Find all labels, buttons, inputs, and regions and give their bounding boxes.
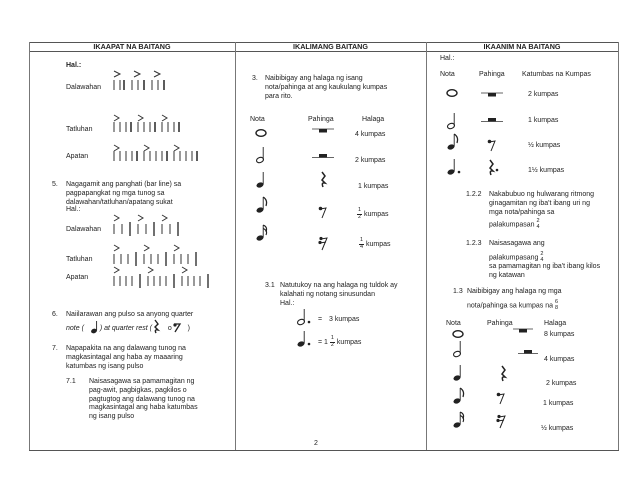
item-1-3-time-signature: 6 8 — [554, 299, 559, 311]
col3-value-1: 2 kumpas — [528, 91, 559, 98]
sixteenth-note-icon — [255, 224, 269, 242]
col3-t2-quarter-note-icon — [452, 364, 464, 382]
dotted-quarter-note-icon — [296, 330, 312, 348]
dotted-quarter-unit: kumpas — [336, 338, 362, 346]
col3-header-katumbas: Katumbas na Kumpas — [522, 71, 591, 78]
col3-header-pahinga: Pahinga — [479, 71, 505, 78]
col3-t2-eighth-rest-icon — [496, 392, 506, 406]
item-1-2-3-text-b — [489, 252, 543, 263]
rhythm-quadruple-icon — [112, 151, 212, 163]
col3-half-note-icon — [446, 112, 458, 130]
col3-eighth-rest-icon — [487, 139, 497, 153]
item-1-3-text-2 — [467, 300, 558, 311]
quarter-rest-icon-2 — [318, 172, 328, 188]
eighth-value-unit: kumpas — [364, 210, 389, 218]
eighth-value — [357, 208, 389, 220]
item-3-text: Naibibigay ang halaga ng isang nota/pahinga at ang kaukulang kumpas para rito. — [265, 75, 388, 100]
barred-rhythm-triple-icon — [112, 244, 212, 266]
col3-value-3: ½ kumpas — [528, 142, 561, 149]
item-1-2-3-text-a: Naisasagawa ang — [489, 240, 545, 247]
col3-t2-half-rest-icon — [518, 350, 538, 356]
barred-rhythm-duple-icon — [112, 214, 192, 236]
eighth-note-icon — [255, 196, 269, 214]
dotted-quarter-fraction: $\frac{1}{2}$ — [330, 335, 334, 348]
item-1-2-2-number: 1.2.2 — [466, 191, 482, 198]
item-1-3-tail-word: nota/pahinga sa kumpas na — [467, 302, 554, 310]
col3-t2-value-1: 8 kumpas — [544, 331, 575, 338]
item-3-number: 3. — [252, 75, 258, 82]
duple-label: Dalawahan — [66, 84, 102, 91]
col3-header-nota: Nota — [440, 71, 455, 78]
col3-t2-whole-rest-icon — [513, 328, 533, 334]
col2-header-pahinga: Pahinga — [308, 116, 334, 123]
col3-table2-header-pahinga: Pahinga — [487, 320, 513, 327]
quarter-rest-icon — [151, 320, 161, 334]
dotted-quarter-value — [318, 336, 361, 348]
half-note-icon — [255, 146, 267, 164]
col3-t2-sixteenth-rest-icon — [496, 414, 507, 430]
col-border-left — [29, 42, 30, 450]
col3-table2-header-nota: Nota — [446, 320, 461, 327]
sixteenth-fraction: $\frac{1}{4}$ — [360, 237, 364, 250]
col3-half-rest-icon — [481, 118, 503, 124]
col3-t2-half-note-icon — [452, 340, 464, 358]
item-3-1-number: 3.1 — [265, 282, 275, 289]
col-divider-2 — [426, 42, 427, 450]
item-6-note-word: note ( — [66, 325, 84, 332]
col-border-right — [618, 42, 619, 450]
col3-dotted-quarter-note-icon — [446, 158, 462, 176]
item-1-2-3-number: 1.2.3 — [466, 240, 482, 247]
col2-header-nota: Nota — [250, 116, 265, 123]
item-7-1-text: Naisasagawa sa pamamagitan ng pag-awit, pagbigkas, pagkilos o pagtugtog ang dalawang tunog na magkasintagal ang haba katumbas ng isang pulso — [89, 378, 198, 420]
col3-t2-value-5: ½ kumpas — [541, 425, 574, 432]
col3-t2-eighth-note-icon — [452, 387, 466, 405]
item-5-example-label: Hal.: — [66, 206, 81, 213]
dotted-half-note-icon — [296, 308, 312, 326]
quadruple-label: Apatan — [66, 153, 89, 160]
dotted-quarter-equals: = — [318, 338, 323, 346]
rhythm-duple-icon — [112, 80, 172, 92]
dotted-half-value: 3 kumpas — [329, 316, 360, 323]
accent-marks-triple — [112, 114, 192, 122]
col3-t2-value-3: 2 kumpas — [546, 380, 577, 387]
whole-rest-icon — [312, 128, 334, 134]
col3-value-4: 1½ kumpas — [528, 167, 565, 174]
col3-value-2: 1 kumpas — [528, 117, 559, 124]
quadruple-label-2: Apatan — [66, 274, 89, 281]
whole-value: 4 kumpas — [355, 131, 386, 138]
eighth-fraction: $\frac{1}{2}$ — [358, 207, 362, 220]
table-bottom-rule — [29, 450, 619, 451]
item-1-2-3-text-c: sa pamamagitan ng iba't ibang kilos ng katawan — [489, 263, 601, 279]
example-label: Hal.: — [66, 62, 82, 69]
item-6-close-paren: ) — [187, 325, 191, 332]
quarter-note-icon-2 — [255, 171, 267, 189]
item-1-3-number: 1.3 — [453, 288, 463, 295]
col3-eighth-note-icon — [446, 133, 460, 151]
header-grade-4: IKAAPAT NA BAITANG — [93, 42, 171, 51]
item-3-1-example-label: Hal.: — [280, 300, 295, 307]
item-7-1-number: 7.1 — [66, 378, 76, 385]
quarter-value: 1 kumpas — [358, 183, 389, 190]
sixteenth-value — [359, 238, 391, 250]
col3-whole-rest-icon — [481, 92, 503, 98]
duple-label-2: Dalawahan — [66, 226, 102, 233]
quarter-rest-alt-icon — [172, 322, 182, 334]
triple-label: Tatluhan — [66, 126, 93, 133]
item-7-number: 7. — [52, 345, 58, 352]
whole-note-icon — [255, 129, 267, 137]
rhythm-triple-icon — [112, 122, 192, 134]
half-value: 2 kumpas — [355, 157, 386, 164]
col2-header-halaga: Halaga — [362, 116, 385, 123]
item-1-2-3-time-signature: 2 4 — [540, 251, 544, 263]
item-6-rest-word: ) at quarter rest ( — [99, 325, 152, 332]
header-bottom-rule — [29, 51, 619, 52]
quarter-note-icon — [90, 320, 100, 334]
col3-table2-header-halaga: Halaga — [544, 320, 567, 327]
col3-t2-whole-note-icon — [452, 330, 464, 338]
col3-t2-value-2: 4 kumpas — [544, 356, 575, 363]
col3-dotted-quarter-rest-icon — [486, 160, 500, 176]
item-1-2-2-tail — [489, 219, 540, 230]
accent-marks-duple — [112, 70, 172, 80]
sixteenth-value-unit: kumpas — [366, 240, 391, 248]
item-1-3-text: Naibibigay ang halaga ng mga — [467, 288, 562, 295]
eighth-rest-icon — [318, 206, 328, 220]
col3-t2-quarter-rest-icon — [498, 366, 508, 382]
col3-example-label: Hal.: — [440, 55, 455, 62]
item-5-number: 5. — [52, 181, 58, 188]
half-rest-icon — [312, 154, 334, 160]
item-6-or-word: o — [167, 325, 172, 332]
item-1-2-2-time-signature: 2 4 — [536, 218, 540, 230]
col3-t2-sixteenth-note-icon — [452, 411, 466, 429]
item-6-number: 6. — [52, 311, 58, 318]
item-7-text: Napapakita na ang dalawang tunog na magkasintagal ang haba ay maaaring katumbas ng isang pulso — [66, 345, 186, 370]
item-1-2-2-tail-word: palakumpasan — [489, 221, 535, 229]
header-grade-5: IKALIMANG BAITANG — [293, 42, 368, 51]
item-1-2-2-text: Nakabubuo ng hulwarang ritmong ginagamitan ng iba't ibang uri ng mga nota/pahinga sa — [489, 191, 595, 216]
dotted-half-equals: = — [318, 316, 323, 323]
barred-rhythm-quadruple-icon — [112, 266, 227, 288]
dotted-quarter-whole: 1 — [324, 338, 328, 346]
item-6-line-1: Naiilarawan ang pulso sa anyong quarter — [66, 311, 194, 318]
item-3-1-text: Natutukoy na ang halaga ng tuldok ay kalahati ng notang sinusundan — [280, 282, 398, 298]
triple-label-2: Tatluhan — [66, 256, 93, 263]
col3-t2-value-4: 1 kumpas — [543, 400, 574, 407]
header-grade-6: IKAANIM NA BAITANG — [483, 42, 561, 51]
item-1-2-3-tail-word: palakumpasang — [489, 254, 539, 262]
item-5-text: Nagagamit ang panghati (bar line) sa pagpapangkat ng mga tunog sa dalawahan/tatluhan/apatang sukat — [66, 181, 182, 206]
col-divider-1 — [235, 42, 236, 450]
page-number: 2 — [314, 440, 318, 447]
sixteenth-rest-icon — [318, 236, 329, 252]
col3-whole-note-icon — [446, 89, 458, 97]
